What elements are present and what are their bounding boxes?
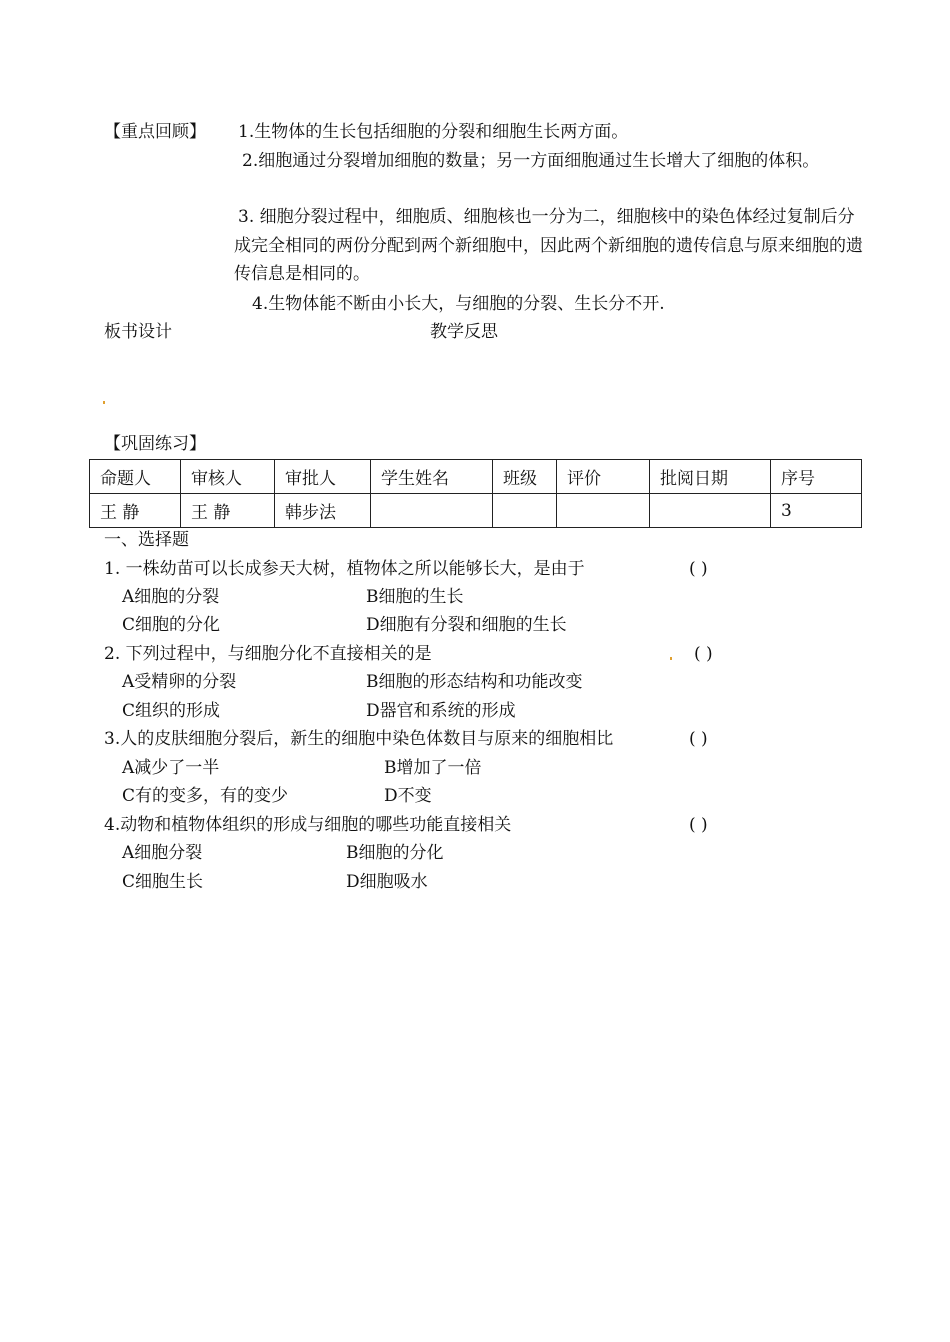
question-2-option-d[interactable]: D器官和系统的形成	[366, 701, 516, 721]
question-2-option-a[interactable]: A受精卵的分裂	[122, 672, 237, 692]
teaching-reflection-label: 教学反思	[430, 322, 498, 342]
practice-label: 【巩固练习】	[104, 434, 206, 454]
review-point-1: 1.生物体的生长包括细胞的分裂和细胞生长两方面。	[238, 122, 629, 142]
question-3-option-d[interactable]: D不变	[384, 786, 432, 806]
table-cell[interactable]	[557, 494, 650, 528]
table-cell: 3	[771, 494, 862, 528]
question-2-stem: 2. 下列过程中，与细胞分化不直接相关的是	[104, 644, 432, 664]
stray-mark	[670, 657, 672, 660]
question-3-option-a[interactable]: A减少了一半	[122, 758, 220, 778]
question-1-option-b[interactable]: B细胞的生长	[366, 587, 464, 607]
question-1-option-a[interactable]: A细胞的分裂	[122, 587, 220, 607]
question-4-option-d[interactable]: D细胞吸水	[346, 872, 428, 892]
review-point-4: 4.生物体能不断由小长大，与细胞的分裂、生长分不开.	[252, 294, 665, 314]
table-header-row	[90, 460, 862, 494]
question-3-answer-paren: ( )	[689, 729, 708, 749]
review-point-2: 2.细胞通过分裂增加细胞的数量；另一方面细胞通过生长增大了细胞的体积。	[242, 151, 820, 171]
review-point-3: 3. 细胞分裂过程中，细胞质、细胞核也一分为二，细胞核中的染色体经过复制后分成完全相同的两份分配到两个新细胞中，因此两个新细胞的遗传信息与原来细胞的遗传信息是相同的。	[234, 207, 863, 284]
question-4-answer-paren: ( )	[689, 815, 708, 835]
table-header-cell: 审核人	[181, 460, 275, 494]
question-1-option-d[interactable]: D细胞有分裂和细胞的生长	[366, 615, 567, 635]
section-title: 一、选择题	[104, 530, 189, 550]
question-3-option-b[interactable]: B增加了一倍	[384, 758, 482, 778]
question-3-stem: 3.人的皮肤细胞分裂后，新生的细胞中染色体数目与原来的细胞相比	[104, 729, 614, 749]
table-cell[interactable]	[493, 494, 557, 528]
question-1-stem: 1. 一株幼苗可以长成参天大树，植物体之所以能够长大，是由于	[104, 559, 585, 579]
table-header-cell: 审批人	[275, 460, 371, 494]
table-header-cell: 学生姓名	[371, 460, 493, 494]
stray-mark	[103, 401, 105, 404]
question-2-option-b[interactable]: B细胞的形态结构和功能改变	[366, 672, 583, 692]
question-1-answer-paren: ( )	[689, 559, 708, 579]
question-3-option-c[interactable]: C有的变多，有的变少	[122, 786, 289, 806]
table-header-cell: 班级	[493, 460, 557, 494]
question-4-stem: 4.动物和植物体组织的形成与细胞的哪些功能直接相关	[104, 815, 512, 835]
info-table	[89, 459, 862, 528]
table-row	[90, 494, 862, 528]
question-1-option-c[interactable]: C细胞的分化	[122, 615, 221, 635]
table-cell[interactable]	[371, 494, 493, 528]
table-cell[interactable]	[650, 494, 771, 528]
question-2-option-c[interactable]: C组织的形成	[122, 701, 221, 721]
review-label: 【重点回顾】	[104, 122, 206, 142]
table-header-cell: 命题人	[90, 460, 181, 494]
board-design-label: 板书设计	[104, 322, 172, 342]
table-cell: 王 静	[181, 494, 275, 528]
question-4-option-c[interactable]: C细胞生长	[122, 872, 204, 892]
table-cell: 韩步法	[275, 494, 371, 528]
table-header-cell: 评价	[557, 460, 650, 494]
question-2-answer-paren: ( )	[694, 644, 713, 664]
table-header-cell: 批阅日期	[650, 460, 771, 494]
question-4-option-b[interactable]: B细胞的分化	[346, 843, 444, 863]
table-cell: 王 静	[90, 494, 181, 528]
question-4-option-a[interactable]: A细胞分裂	[122, 843, 203, 863]
table-header-cell: 序号	[771, 460, 862, 494]
